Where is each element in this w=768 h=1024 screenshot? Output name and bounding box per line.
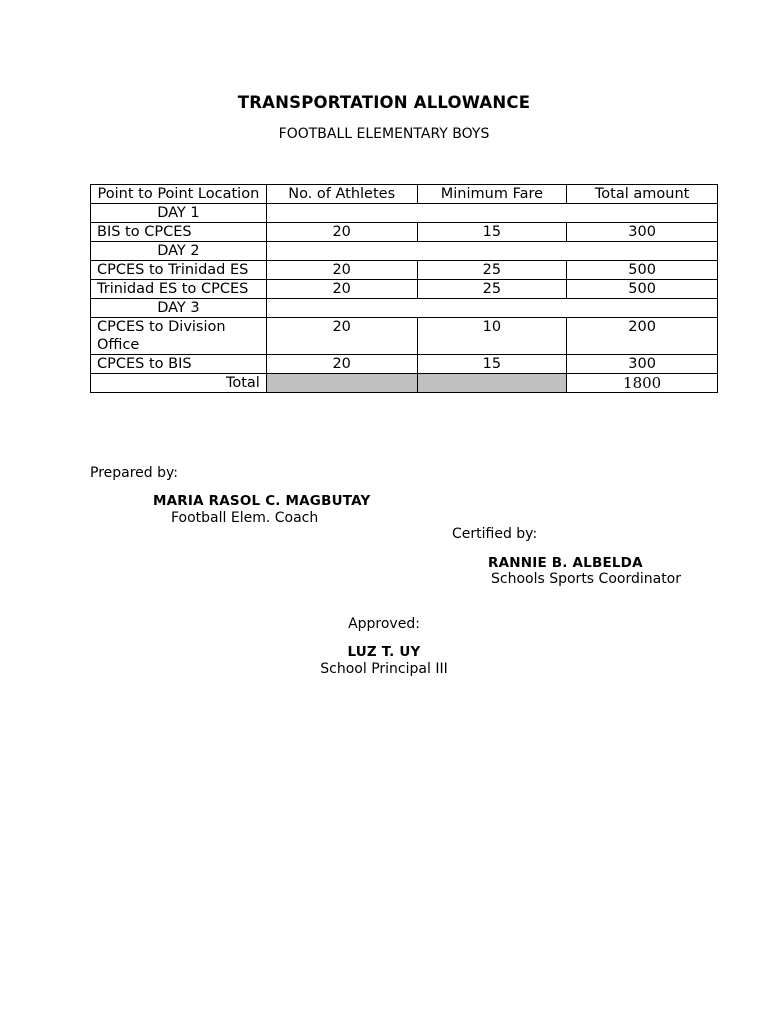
approved-name: LUZ T. UY: [347, 644, 421, 660]
day-label: DAY 3: [91, 299, 267, 318]
cell-fare: 15: [417, 355, 567, 374]
cell-fare: 15: [417, 223, 567, 242]
prepared-by-title: Football Elem. Coach: [171, 510, 319, 526]
header-fare: Minimum Fare: [417, 185, 567, 204]
cell-location: CPCES to BIS: [91, 355, 267, 374]
total-label: Total: [91, 374, 267, 393]
cell-total: 500: [567, 261, 718, 280]
header-location: Point to Point Location: [91, 185, 267, 204]
cell-athletes: 20: [266, 223, 417, 242]
approved-label: Approved:: [348, 616, 420, 632]
cell-total: 300: [567, 355, 718, 374]
shaded-cell: [417, 374, 567, 393]
header-athletes: No. of Athletes: [266, 185, 417, 204]
table-row: [91, 318, 718, 355]
cell-total: 500: [567, 280, 718, 299]
grand-total: 1800: [567, 374, 718, 393]
cell-athletes: 20: [266, 261, 417, 280]
cell-location: CPCES to Division Office: [91, 318, 267, 355]
cell-fare: 25: [417, 280, 567, 299]
table-row: [91, 280, 718, 299]
day-label: DAY 2: [91, 242, 267, 261]
certified-by-name: RANNIE B. ALBELDA: [488, 555, 643, 571]
certified-by-label: Certified by:: [452, 526, 538, 542]
approved-title: School Principal III: [320, 661, 448, 677]
table-row: [91, 223, 718, 242]
document-subtitle: FOOTBALL ELEMENTARY BOYS: [278, 126, 490, 142]
document-title: TRANSPORTATION ALLOWANCE: [237, 93, 531, 112]
cell-location: Trinidad ES to CPCES: [91, 280, 267, 299]
day-row: [91, 299, 718, 318]
cell-total: 200: [567, 318, 718, 355]
cell-fare: 10: [417, 318, 567, 355]
prepared-by-label: Prepared by:: [90, 465, 178, 481]
day-row: [91, 242, 718, 261]
cell-total: 300: [567, 223, 718, 242]
cell-athletes: 20: [266, 318, 417, 355]
table-row: [91, 261, 718, 280]
table-header-row: [91, 185, 718, 204]
day-row: [91, 204, 718, 223]
day-label: DAY 1: [91, 204, 267, 223]
table-row: [91, 355, 718, 374]
header-total: Total amount: [567, 185, 718, 204]
total-row: [91, 374, 718, 393]
cell-athletes: 20: [266, 280, 417, 299]
day-spacer: [266, 204, 717, 223]
cell-location: BIS to CPCES: [91, 223, 267, 242]
day-spacer: [266, 299, 717, 318]
day-spacer: [266, 242, 717, 261]
certified-by-title: Schools Sports Coordinator: [491, 571, 682, 587]
allowance-table: [90, 184, 718, 393]
cell-athletes: 20: [266, 355, 417, 374]
shaded-cell: [266, 374, 417, 393]
cell-fare: 25: [417, 261, 567, 280]
cell-location: CPCES to Trinidad ES: [91, 261, 267, 280]
prepared-by-name: MARIA RASOL C. MAGBUTAY: [153, 493, 371, 509]
